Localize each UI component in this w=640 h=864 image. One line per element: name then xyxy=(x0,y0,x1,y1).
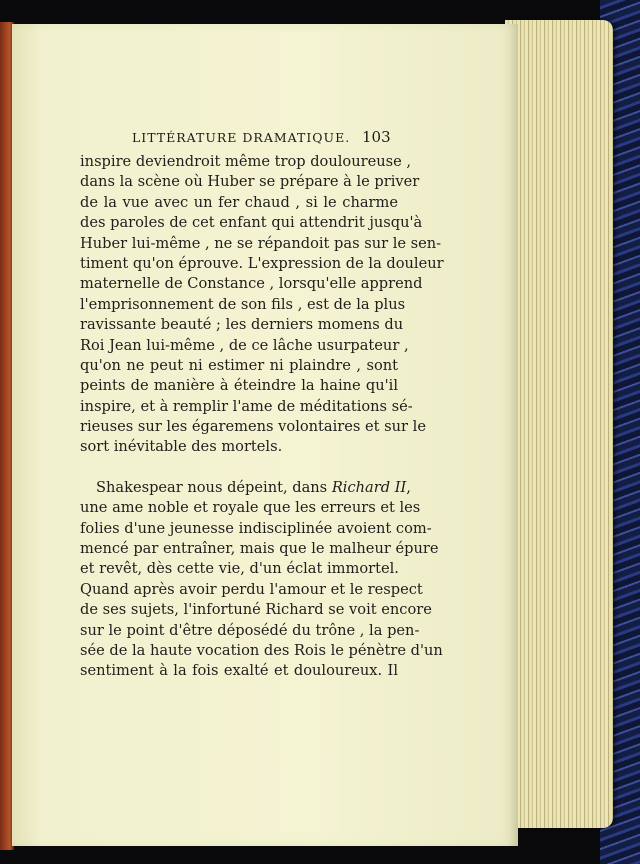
intro-punct: , xyxy=(406,478,411,496)
text-line: peints de manière à éteindre la haine qu'il xyxy=(80,377,398,395)
text-line: Huber lui-même , ne se répandoit pas sur le sen- xyxy=(80,234,442,252)
text-line: inspire deviendroit même trop douloureuse , xyxy=(80,153,412,170)
paragraph-gap xyxy=(80,458,398,478)
text-line: de la vue avec un fer chaud , si le charme xyxy=(80,193,398,211)
text-line: et revêt, dès cette vie, d'un éclat immortel. xyxy=(80,560,399,578)
paragraph-1 xyxy=(80,152,444,458)
text-line: Quand après avoir perdu l'amour et le respect xyxy=(80,580,423,598)
text-line: des paroles de cet enfant qui attendrit jusqu'à xyxy=(80,214,423,232)
text-line: maternelle de Constance , lorsqu'elle apprend xyxy=(80,275,423,293)
text-line: sée de la haute vocation des Rois le pénètre d'un xyxy=(80,641,443,659)
text-line: de ses sujets, l'infortuné Richard se voit encore xyxy=(80,601,432,619)
text-line: sort inévitable des mortels. xyxy=(80,438,283,456)
running-head: LITTÉRATURE DRAMATIQUE. xyxy=(132,130,351,145)
text-line: mencé par entraîner, mais que le malheur épure xyxy=(80,540,439,558)
text-line: une ame noble et royale que les erreurs et les xyxy=(80,499,421,517)
text-line: sur le point d'être déposédé du trône , la pen- xyxy=(80,621,420,639)
paragraph-2 xyxy=(80,478,443,682)
text-line: dans la scène où Huber se prépare à le priver xyxy=(80,173,420,191)
play-title: Richard II xyxy=(331,478,407,496)
text-line: sentiment à la fois exalté et douloureux. Il xyxy=(80,662,398,680)
text-line: qu'on ne peut ni estimer ni plaindre , sont xyxy=(80,356,398,374)
text-line: inspire, et à remplir l'ame de méditations sé- xyxy=(80,397,413,415)
text-line: folies d'une jeunesse indisciplinée avoient com- xyxy=(80,519,432,537)
text-line-intro xyxy=(80,478,411,498)
text-line: ravissante beauté ; les derniers momens du xyxy=(80,316,404,334)
intro-text: Shakespear nous dépeint, dans xyxy=(96,478,332,496)
body-text xyxy=(80,152,444,682)
page-stack-edges xyxy=(505,20,613,828)
text-line: Roi Jean lui-même , de ce lâche usurpateur , xyxy=(80,336,409,354)
text-line: rieuses sur les égaremens volontaires et sur le xyxy=(80,418,426,436)
page-number: 103 xyxy=(362,128,391,146)
text-line: timent qu'on éprouve. L'expression de la douleur xyxy=(80,254,444,272)
text-line: l'emprisonnement de son fils , est de la plus xyxy=(80,295,406,313)
